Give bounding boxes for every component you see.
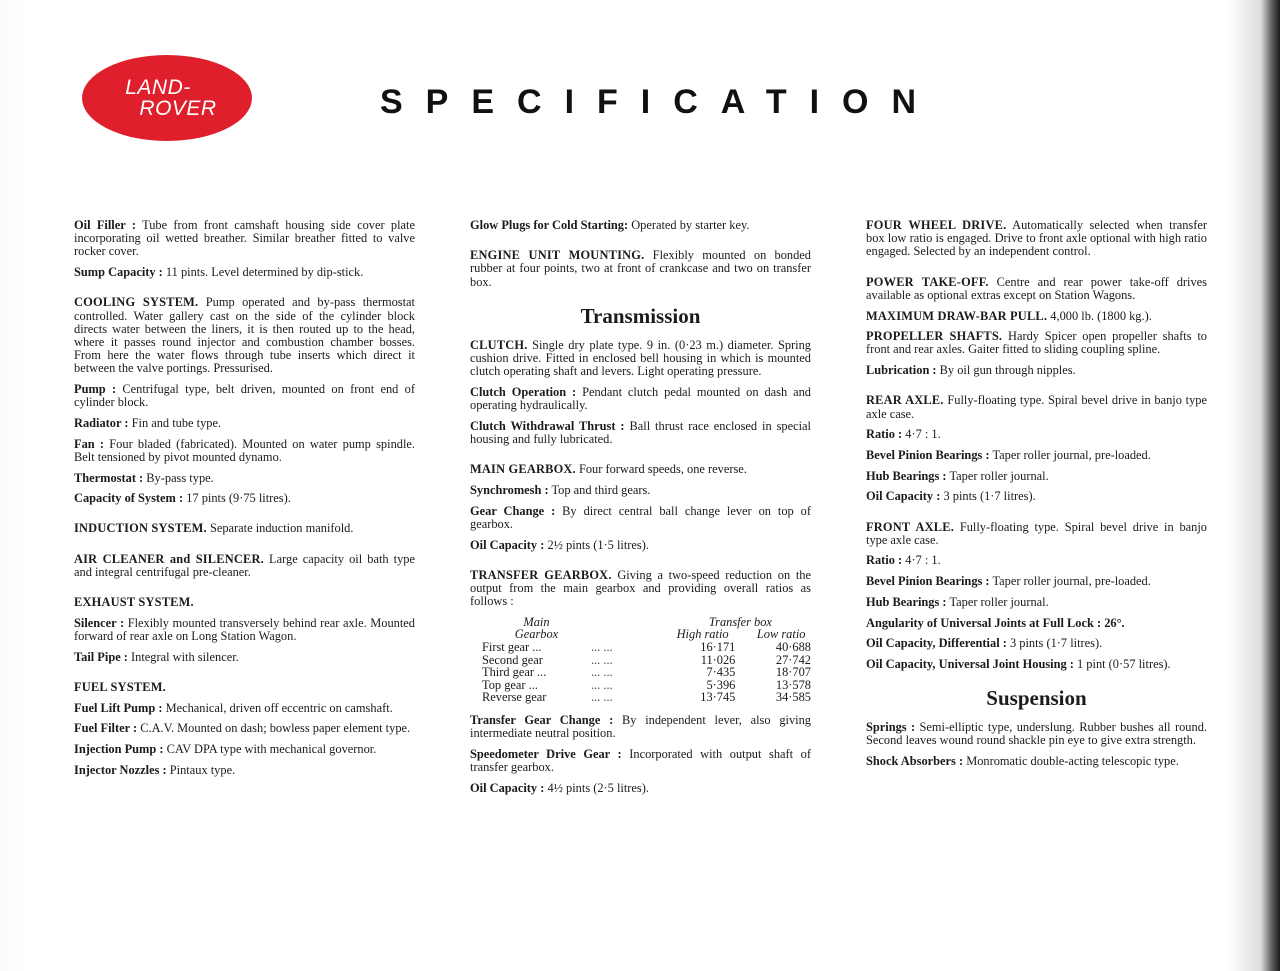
page-title: SPECIFICATION xyxy=(380,83,940,121)
spec-differential-oil: Oil Capacity, Differential : 3 pints (1·7 litres). xyxy=(866,636,1103,651)
section-heading-suspension: Suspension xyxy=(986,686,1087,711)
spec-injector-nozzles: Injector Nozzles : Pintaux type. xyxy=(74,762,236,777)
spec-fuel-lift-pump: Fuel Lift Pump : Mechanical, driven off eccentric on camshaft. xyxy=(74,700,393,715)
spec-rear-ratio: Ratio : 4·7 : 1. xyxy=(866,427,941,442)
spec-induction-system: INDUCTION SYSTEM. Separate induction manifold. xyxy=(74,521,354,536)
spec-front-axle: FRONT AXLE. Fully-floating type. Spiral bevel drive in banjo type axle case. xyxy=(866,519,1207,547)
spec-front-bevel-pinion: Bevel Pinion Bearings : Taper roller journal, pre-loaded. xyxy=(866,574,1151,589)
spec-shock-absorbers: Shock Absorbers : Monromatic double-acting telescopic type. xyxy=(866,754,1179,769)
spec-four-wheel-drive: FOUR WHEEL DRIVE. Automatically selected when transfer box low ratio is engaged. Drive to front axle optional with high ratio engaged. Selected by an independent control. xyxy=(866,218,1207,259)
gear-ratio-table xyxy=(482,616,811,704)
spec-lubrication: Lubrication : By oil gun through nipples. xyxy=(866,363,1076,378)
header-low-ratio: Low ratio xyxy=(756,627,806,642)
table-row: Third gear ... ... ... 7·435 18·707 xyxy=(482,665,811,680)
column-engine xyxy=(74,219,415,784)
spec-angularity: Angularity of Universal Joints at Full Lock : 26°. xyxy=(866,615,1125,630)
spec-universal-joint-oil: Oil Capacity, Universal Joint Housing : 1 pint (0·57 litres). xyxy=(866,656,1171,671)
spec-clutch-operation: Clutch Operation : Pendant clutch pedal mounted on dash and operating hydraulically. xyxy=(470,384,812,413)
spec-silencer: Silencer : Flexibly mounted transversely behind rear axle. Mounted forward of rear axle on Long Station Wagon. xyxy=(74,615,415,643)
spec-rear-hub-bearings: Hub Bearings : Taper roller journal. xyxy=(866,468,1049,483)
spec-radiator: Radiator : Fin and tube type. xyxy=(74,415,222,430)
spec-cooling-system: COOLING SYSTEM. Pump operated and by-pass thermostat controlled. Water gallery cast on the side of the cylinder block directs water between the liners, it is then routed up to the head, where it passes round injector and combustion chamber bosses. From here the water flows through tube inserts which direct it between the valve portings. Pressurised. xyxy=(74,295,415,376)
spec-transfer-oil-capacity: Oil Capacity : 4½ pints (2·5 litres). xyxy=(470,780,649,795)
spec-rear-axle: REAR AXLE. Fully-floating type. Spiral bevel drive in banjo type axle case. xyxy=(866,393,1207,421)
spec-propeller-shafts: PROPELLER SHAFTS. Hardy Spicer open propeller shafts to front and rear axles. Gaiter fitted to sliding coupling spline. xyxy=(866,329,1207,357)
header-transfer-box: Transfer box xyxy=(708,614,772,629)
table-row: Reverse gear ... ... 13·745 34·585 xyxy=(482,690,811,705)
spec-gear-change: Gear Change : By direct central ball change lever on top of gearbox. xyxy=(470,503,811,531)
spec-springs: Springs : Semi-elliptic type, underslung. Rubber bushes all round. Second leaves wound round shackle pin eye to give extra strength. xyxy=(866,720,1207,748)
spec-oil-filler: Oil Filler : Tube from front camshaft housing side cover plate incorporating oil wetted breather. Similar breather fitted to valve rocker cover. xyxy=(74,218,415,259)
header-high-ratio: High ratio xyxy=(676,627,729,642)
spec-front-ratio: Ratio : 4·7 : 1. xyxy=(866,553,941,568)
header-gearbox: Gearbox xyxy=(514,627,559,642)
spec-injection-pump: Injection Pump : CAV DPA type with mechanical governor. xyxy=(74,741,377,756)
spec-capacity-of-system: Capacity of System : 17 pints (9·75 litres). xyxy=(74,491,291,506)
logo-line-2: ROVER xyxy=(139,97,217,120)
spec-speedometer-drive-gear: Speedometer Drive Gear : Incorporated with output shaft of transfer gearbox. xyxy=(470,746,811,775)
header-main: Main xyxy=(523,614,550,629)
spec-tail-pipe: Tail Pipe : Integral with silencer. xyxy=(74,649,239,664)
table-row: First gear ... ... ... 16·171 40·688 xyxy=(482,640,811,655)
spec-front-hub-bearings: Hub Bearings : Taper roller journal. xyxy=(866,594,1049,609)
spec-gearbox-oil-capacity: Oil Capacity : 2½ pints (1·5 litres). xyxy=(470,537,649,552)
spec-rear-bevel-pinion: Bevel Pinion Bearings : Taper roller journal, pre-loaded. xyxy=(866,447,1151,462)
spec-rear-oil-capacity: Oil Capacity : 3 pints (1·7 litres). xyxy=(866,489,1036,504)
spec-pump: Pump : Centrifugal type, belt driven, mounted on front end of cylinder block. xyxy=(74,382,415,410)
spec-draw-bar-pull: MAXIMUM DRAW-BAR PULL. 4,000 lb. (1800 kg.). xyxy=(866,308,1152,323)
spec-power-take-off: POWER TAKE-OFF. Centre and rear power take-off drives available as optional extras except on Station Wagons. xyxy=(866,274,1207,302)
spec-air-cleaner: AIR CLEANER and SILENCER. Large capacity oil bath type and integral centrifugal pre-cleaner. xyxy=(74,551,415,579)
spec-clutch-withdrawal: Clutch Withdrawal Thrust : Ball thrust race enclosed in special housing and fully lubricated. xyxy=(470,418,811,447)
spec-sump-capacity: Sump Capacity : 11 pints. Level determined by dip-stick. xyxy=(74,265,364,280)
column-transmission xyxy=(470,219,811,803)
spec-fuel-filter: Fuel Filter : C.A.V. Mounted on dash; bowless paper element type. xyxy=(74,721,411,736)
spec-clutch: CLUTCH. Single dry plate type. 9 in. (0·23 m.) diameter. Spring cushion drive. Fitted in enclosed bell housing in which is mounted clutch operating shaft and levers. Light operating pressure. xyxy=(470,337,811,379)
spec-fuel-system: FUEL SYSTEM. xyxy=(74,679,166,694)
spec-transfer-gearbox: TRANSFER GEARBOX. Giving a two-speed reduction on the output from the main gearbox and providing overall ratios as follows : xyxy=(470,567,811,609)
spec-main-gearbox: MAIN GEARBOX. Four forward speeds, one reverse. xyxy=(470,462,747,477)
spec-thermostat: Thermostat : By-pass type. xyxy=(74,470,214,485)
logo-line-1: LAND- xyxy=(125,76,191,99)
spec-transfer-gear-change: Transfer Gear Change : By independent lever, also giving intermediate neutral position. xyxy=(470,713,811,741)
spec-engine-unit-mounting: ENGINE UNIT MOUNTING. Flexibly mounted on bonded rubber at four points, two at front of crankcase and two on transfer box. xyxy=(470,248,812,289)
column-axles-suspension xyxy=(866,219,1207,776)
spec-exhaust-system: EXHAUST SYSTEM. xyxy=(74,595,194,610)
land-rover-logo xyxy=(82,55,252,141)
spec-synchromesh: Synchromesh : Top and third gears. xyxy=(470,482,651,497)
table-row: Top gear ... ... ... 5·396 13·578 xyxy=(482,677,811,692)
spec-glow-plugs: Glow Plugs for Cold Starting: Operated by starter key. xyxy=(470,218,750,232)
section-heading-transmission: Transmission xyxy=(580,303,701,328)
table-row: Second gear ... ... 11·026 27·742 xyxy=(482,652,811,667)
spec-fan: Fan : Four bladed (fabricated). Mounted on water pump spindle. Belt tensioned by pivot mounted dynamo. xyxy=(74,436,415,464)
